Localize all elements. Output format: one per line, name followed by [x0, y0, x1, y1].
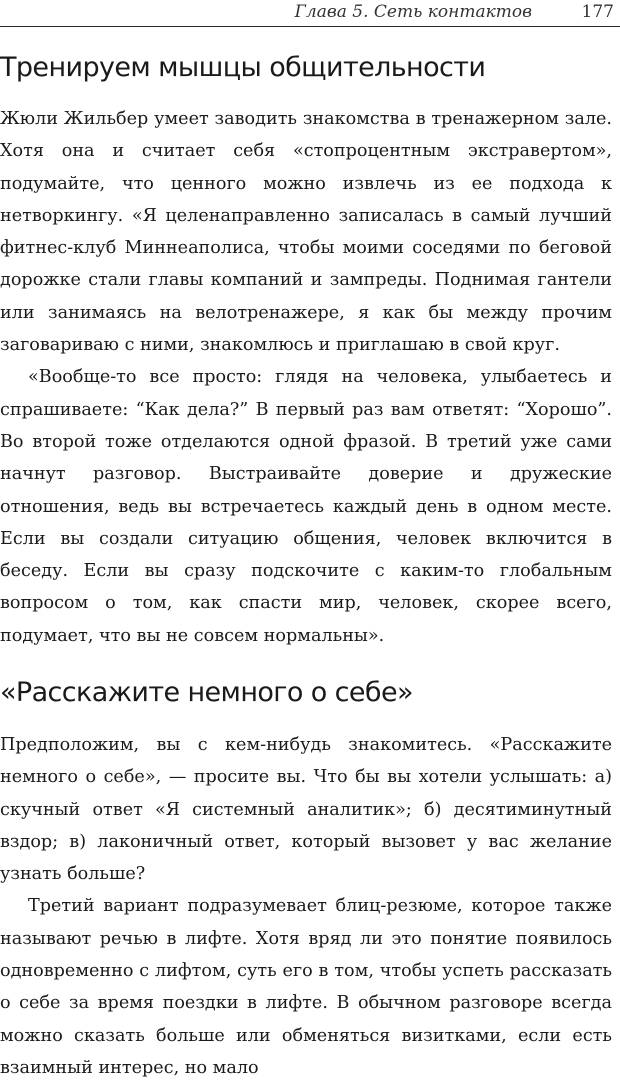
section-text	[0, 103, 612, 652]
paragraph: Предположим, вы с кем-нибудь знакомитесь. «Расскажите немного о себе», — просите вы. Что бы вы хотели услышать: а) скучный ответ «Я системный аналитик»; б) десятиминутный вздор; в) лаконичный ответ, который вызовет у вас желание узнать больше?	[0, 735, 612, 885]
chapter-title: Глава 5. Сеть контактов	[294, 2, 532, 22]
section-heading: «Расскажите немного о себе»	[0, 677, 413, 708]
page-number: 177	[581, 2, 614, 22]
running-header	[0, 0, 620, 27]
paragraph: «Вообще-то все просто: глядя на человека, улыбаетесь и спрашиваете: “Как дела?” В первый раз вам ответят: “Хорошо”. Во второй тоже отделаются одной фразой. В третий уже сами начнут разговор. Выстраивайте доверие и дружеские отношения, ведь вы встречаетесь каждый день в одном месте. Если вы создали ситуацию общения, человек включится в беседу. Если вы сразу подскочите с каким-то глобальным вопросом о том, как спасти мир, человек, скорее всего, подумает, что вы не совсем нормальны».	[0, 367, 612, 646]
paragraph: Жюли Жильбер умеет заводить знакомства в тренажерном зале. Хотя она и считает себя «стопроцентным экстравертом», подумайте, что ценного можно извлечь из ее подхода к нетворкингу. «Я целенаправленно записалась в самый лучший фитнес-клуб Миннеаполиса, чтобы моими соседями по беговой дорожке стали главы компаний и зампреды. Поднимая гантели или занимаясь на велотренажере, я как бы между прочим заговариваю с ними, знакомлюсь и приглашаю в свой круг.	[0, 109, 612, 356]
section-heading: Тренируем мышцы общительности	[0, 52, 486, 83]
section-text	[0, 729, 612, 1084]
paragraph: Третий вариант подразумевает блиц-резюме, которое также называют речью в лифте. Хотя вряд ли это понятие появилось одновременно с лифтом, суть его в том, чтобы успеть рассказать о себе за время поездки в лифте. В обычном разговоре всегда можно сказать больше или обменяться визитками, если есть взаимный интерес, но мало	[0, 896, 612, 1078]
